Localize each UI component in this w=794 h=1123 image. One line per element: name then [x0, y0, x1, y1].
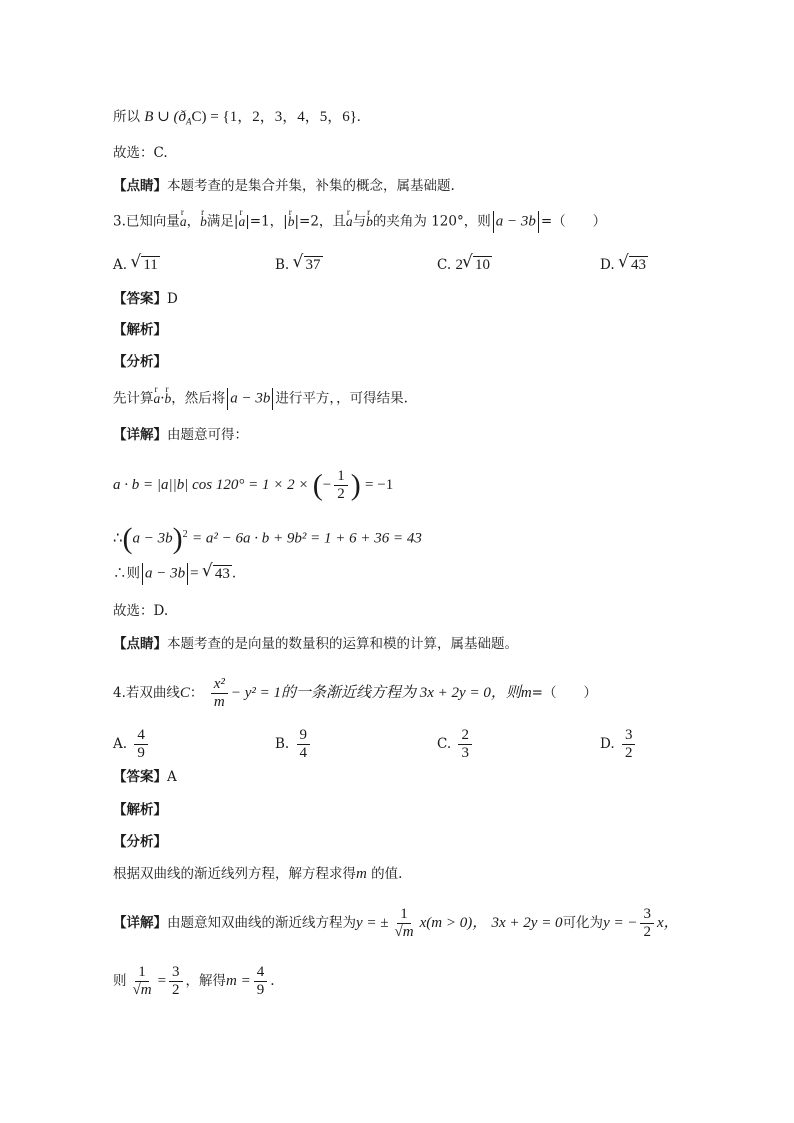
q4-option-b — [275, 727, 313, 762]
detail-tag: 【详解】 — [113, 427, 167, 443]
numerator: 9 — [297, 727, 311, 745]
numerator: 4 — [254, 964, 268, 982]
denominator: 9 — [137, 745, 145, 761]
numerator: 1 — [135, 964, 149, 982]
math-expr: 3x + 2y = 0 — [491, 915, 563, 931]
math-expr: y = ± — [356, 915, 389, 931]
denominator: 3 — [461, 745, 469, 761]
q4-stem — [113, 676, 597, 711]
q3-equation-2 — [113, 522, 422, 555]
vector-b: r b — [165, 389, 172, 409]
paren-open: ( — [312, 468, 323, 502]
q4-fenxi-text — [113, 864, 402, 884]
denominator: 2 — [624, 745, 633, 761]
abs-bar — [227, 388, 228, 410]
math-expr: a − 3b — [230, 390, 271, 407]
math-var: m — [356, 866, 367, 882]
text: ， — [186, 213, 201, 230]
choose-line: 故选：C. — [113, 145, 168, 161]
text: 根据双曲线的渐近线列方程，解方程求得 — [113, 866, 356, 882]
vector-a: r a — [238, 212, 245, 232]
note-line — [113, 176, 455, 196]
q3-choose: 故选：D. — [113, 603, 169, 619]
text: 满足| — [206, 213, 239, 230]
q3-note — [113, 634, 518, 654]
text: 所以 — [113, 109, 140, 125]
abs-bar — [538, 211, 539, 233]
q4-option-a — [113, 727, 151, 762]
abs-bar — [272, 388, 273, 410]
numerator: x² — [211, 676, 228, 694]
q4-option-d — [600, 727, 638, 762]
denominator: 9 — [256, 982, 265, 998]
abs-bar — [142, 563, 143, 585]
numerator: 3 — [640, 906, 654, 924]
denominator: 2 — [643, 924, 651, 940]
radicand: 10 — [474, 257, 490, 273]
math-expr: = — [190, 565, 199, 582]
math-expr: m = — [226, 973, 251, 989]
math-expr: a − 3b — [132, 530, 173, 547]
radicand: 43 — [214, 565, 230, 582]
math-expr: a − 3b — [495, 213, 536, 230]
text: ，解得 — [185, 973, 227, 989]
fraction — [334, 468, 348, 503]
text: 可化为 — [562, 915, 604, 931]
text: 与 — [352, 213, 367, 230]
answer-value: A — [167, 769, 177, 785]
detail-tag: 【详解】 — [113, 915, 167, 931]
fraction — [392, 906, 417, 941]
math-var: m — [520, 685, 532, 701]
numerator: 3 — [169, 964, 183, 982]
q3-stem — [113, 211, 606, 233]
text: 由题意知双曲线的渐近线方程为 — [167, 915, 356, 931]
text: |=2，且 — [294, 213, 346, 230]
math-expr: y = − — [603, 915, 638, 931]
answer-tag: 【答案】 — [113, 769, 167, 785]
text: |=1，| — [245, 213, 288, 230]
sqrt — [294, 255, 323, 275]
text: ∴则 — [113, 565, 140, 582]
numerator: 1 — [334, 468, 348, 486]
vector-b: r b — [200, 212, 207, 232]
math-expr: C) = {1，2，3，4，5，6}. — [191, 109, 361, 125]
therefore: ∴ — [113, 530, 123, 547]
math-sub: A — [186, 116, 192, 127]
denominator: 4 — [299, 745, 308, 761]
q3-equation-1 — [113, 468, 393, 503]
option-label: A. — [113, 257, 128, 273]
minus-sign: − — [322, 477, 332, 493]
text: 3.已知向量 — [113, 213, 180, 230]
coefficient: 2 — [455, 257, 463, 273]
radicand: 43 — [630, 257, 646, 273]
abs-bar — [493, 211, 494, 233]
vector-a: r a — [346, 212, 353, 232]
vector-a: r a — [154, 389, 161, 409]
math-expr: a − 3b — [145, 565, 186, 582]
q4-option-c — [437, 727, 475, 762]
text: 则 — [113, 973, 127, 989]
vector-a: r a — [180, 212, 187, 232]
text: ，然后将 — [171, 390, 226, 407]
vector-b: r b — [288, 212, 295, 232]
answer-tag: 【答案】 — [113, 291, 167, 307]
denominator: √m — [132, 982, 152, 998]
radicand: 37 — [305, 257, 321, 273]
math-expr: = −1 — [365, 477, 394, 493]
set-union-line — [113, 107, 361, 132]
option-label: D. — [600, 736, 615, 752]
option-label: A. — [113, 736, 128, 752]
fraction — [622, 727, 636, 762]
sqrt — [203, 564, 232, 584]
q3-detail — [113, 425, 248, 445]
paren-close: ) — [350, 468, 361, 502]
option-label: B. — [275, 257, 290, 273]
math-expr: B ∪ (ð — [144, 109, 187, 125]
math-expr: a · b = |a||b| cos 120° = 1 × 2 × — [113, 477, 309, 493]
sqrt — [619, 255, 648, 275]
text: 4.若双曲线 — [113, 685, 180, 701]
fraction — [169, 964, 183, 999]
math-expr: x(m > 0)， — [419, 915, 488, 931]
fraction — [254, 964, 268, 999]
text: =（ ） — [531, 685, 597, 701]
fraction — [640, 906, 654, 941]
text: 的值. — [366, 866, 403, 882]
radicand: 11 — [143, 257, 158, 273]
paren-open: ( — [122, 522, 133, 555]
text: 先计算 — [113, 390, 154, 407]
note-tag: 【点睛】 — [113, 178, 167, 194]
numerator: 1 — [397, 906, 411, 924]
denominator: 2 — [172, 982, 180, 998]
note-tag: 【点睛】 — [113, 636, 167, 652]
option-label: C. — [437, 736, 452, 752]
q4-detail — [113, 906, 679, 941]
numerator: 3 — [622, 727, 636, 745]
sqrt — [131, 255, 159, 275]
text: 进行平方，，可得结果. — [275, 390, 408, 407]
q3-option-b — [275, 255, 323, 275]
option-label: C. — [437, 257, 452, 273]
q3-option-d — [600, 255, 648, 275]
paren-close: ) — [172, 522, 183, 555]
sqrt — [463, 255, 492, 275]
text: . — [270, 973, 275, 989]
vector-b: r b — [366, 212, 373, 232]
fraction — [458, 727, 472, 762]
math-var: C — [179, 685, 190, 701]
q3-fenxi-tag: 【分析】 — [113, 354, 167, 370]
answer-value: D — [167, 291, 178, 307]
abs-bar — [187, 563, 188, 585]
q3-option-c — [437, 255, 492, 275]
q3-option-a — [113, 255, 160, 275]
fraction — [130, 964, 155, 999]
numerator: 4 — [134, 727, 148, 745]
math-expr: = a² − 6a · b + 9b² = 1 + 6 + 36 = 43 — [191, 530, 422, 547]
numerator: 2 — [458, 727, 472, 745]
text: · — [160, 390, 165, 407]
denominator: √m — [394, 924, 414, 940]
math-expr: x， — [656, 915, 679, 931]
option-label: B. — [275, 736, 290, 752]
math-expr: − y² = 1的一条渐近线方程为 3x + 2y = 0，则 — [230, 685, 521, 701]
fraction — [134, 727, 148, 762]
q3-answer — [113, 289, 178, 309]
q4-answer — [113, 767, 177, 787]
fraction — [211, 676, 228, 711]
q3-equation-3: ∴则 a − 3b = √ 43 . — [113, 563, 236, 585]
option-label: D. — [600, 257, 615, 273]
text: 的夹角为 120°，则 — [372, 213, 491, 230]
q4-conclusion — [113, 964, 275, 999]
text: =（ ） — [540, 213, 607, 230]
q3-fenxi-text — [113, 388, 408, 410]
fraction — [297, 727, 311, 762]
denominator: m — [213, 694, 225, 710]
q4-analysis-tag: 【解析】 — [113, 802, 167, 818]
math-expr: = — [157, 973, 167, 989]
note-text: 本题考查的是向量的数量积的运算和模的计算，属基础题。 — [167, 636, 518, 652]
q4-fenxi-tag: 【分析】 — [113, 834, 167, 850]
detail-text: 由题意可得： — [167, 427, 248, 443]
exponent: 2 — [182, 529, 188, 540]
note-text: 本题考查的是集合并集，补集的概念，属基础题. — [167, 178, 455, 194]
q3-analysis-tag: 【解析】 — [113, 322, 167, 338]
text: ： — [189, 685, 204, 701]
denominator: 2 — [337, 486, 345, 502]
